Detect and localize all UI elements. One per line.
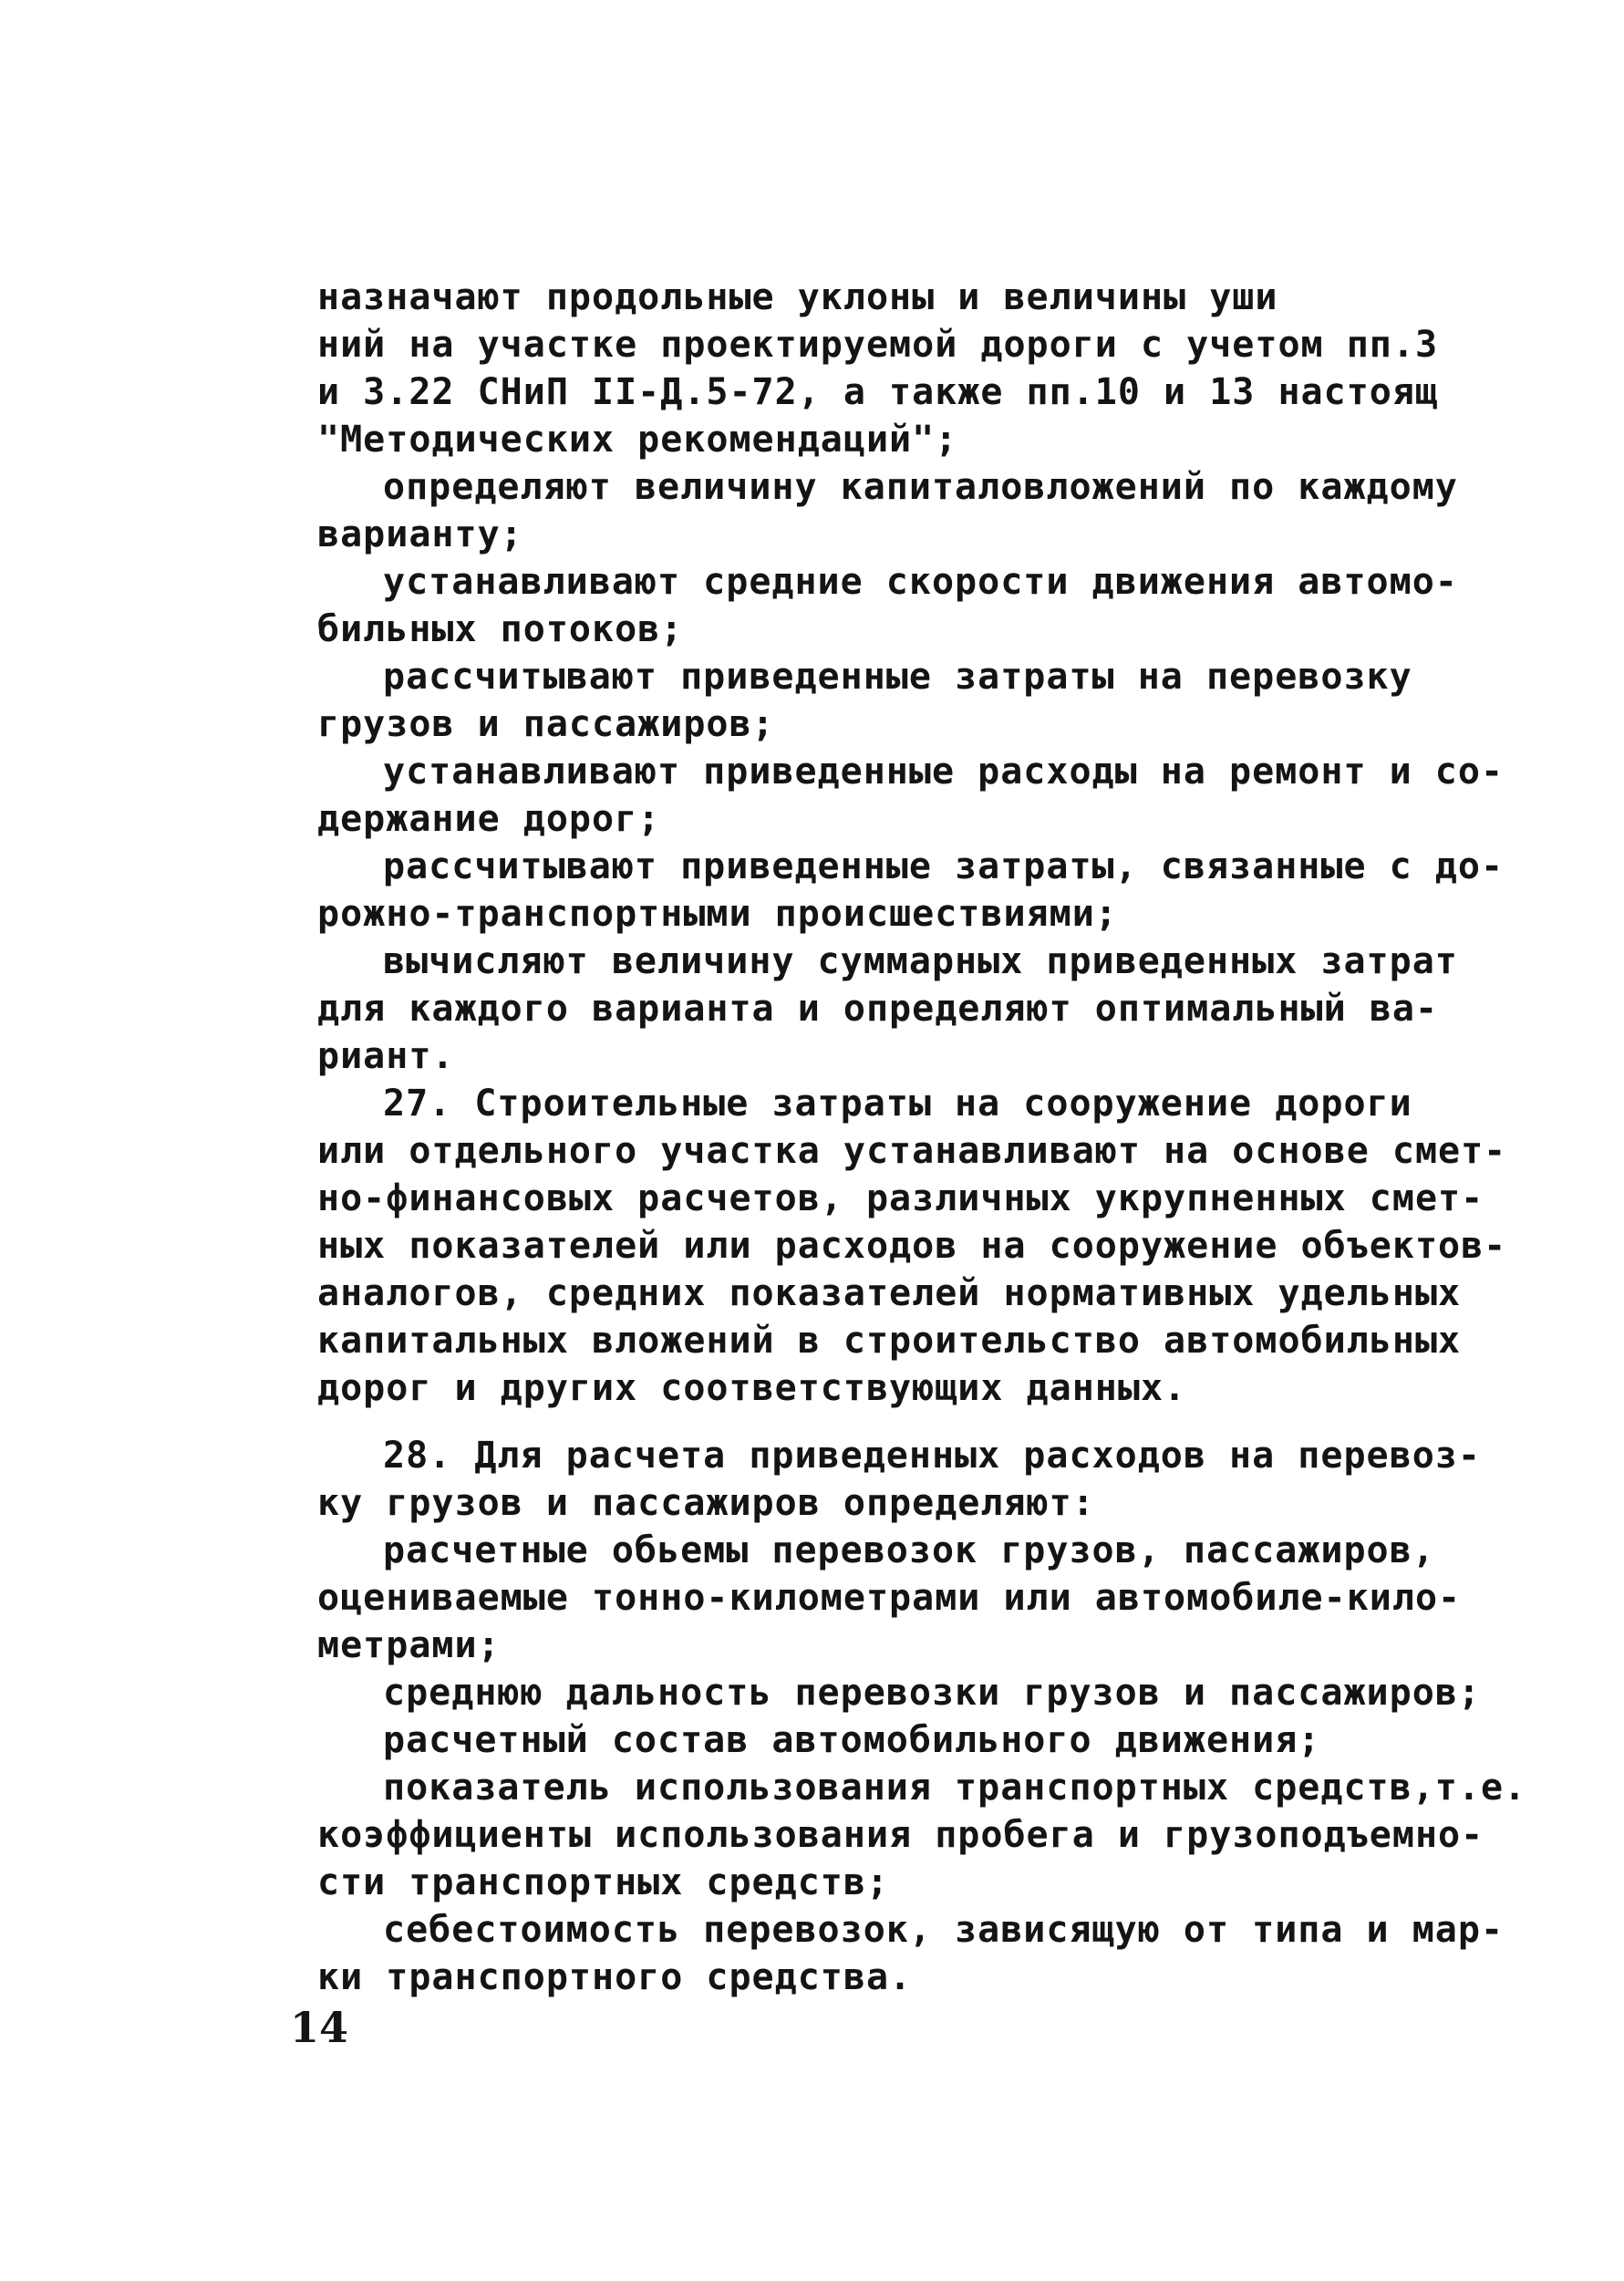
text-line: 28. Для расчета приведенных расходов на перевоз- [383,1435,1481,1477]
text-line: ку грузов и пассажиров определяют: [317,1482,1095,1524]
text-line: устанавливают средние скорости движения автомо- [383,561,1458,603]
text-line: рожно-транспортными происшествиями; [317,893,1118,935]
text-line: риант. [317,1035,455,1077]
text-line: ных показателей или расходов на сооружение объектов- [317,1225,1507,1267]
page-number: 14 [290,2003,349,2052]
text-line: или отдельного участка устанавливают на основе смет- [317,1130,1507,1172]
text-line: себестоимость перевозок, зависящую от типа и мар- [383,1909,1505,1951]
text-line: показатель использования транспортных средств,т.е. [383,1767,1527,1809]
text-line: и 3.22 СНиП II-Д.5-72, а также пп.10 и 13 настоящ [317,371,1439,413]
text-line: ний на участке проектируемой дороги с учетом пп.3 [317,324,1439,366]
text-line: метрами; [317,1624,501,1666]
text-line: бильных потоков; [317,608,684,650]
text-line: но-финансовых расчетов, различных укрупненных смет- [317,1177,1484,1219]
text-line: сти транспортных средств; [317,1861,890,1903]
text-line: рассчитывают приведенные затраты, связанные с до- [383,845,1505,887]
text-line: грузов и пассажиров; [317,703,775,745]
text-line: рассчитывают приведенные затраты на перевозку [383,656,1412,698]
text-line: для каждого варианта и определяют оптимальный ва- [317,988,1439,1030]
text-line: аналогов, средних показателей нормативных удельных [317,1272,1462,1314]
text-line: расчетные обьемы перевозок грузов, пассажиров, [383,1529,1435,1571]
text-line: коэффициенты использования пробега и грузоподъемно- [317,1814,1484,1856]
text-line: определяют величину капиталовложений по каждому [383,466,1458,508]
text-line: вычисляют величину суммарных приведенных затрат [383,940,1458,982]
text-line: держание дорог; [317,798,661,840]
text-line: "Методических рекомендаций"; [317,419,958,461]
text-line: дорог и других соответствующих данных. [317,1367,1187,1409]
text-line: варианту; [317,513,523,555]
text-line: расчетный состав автомобильного движения; [383,1719,1321,1761]
text-line: устанавливают приведенные расходы на ремонт и со- [383,751,1505,793]
text-line: капитальных вложений в строительство автомобильных [317,1320,1462,1362]
text-line: 27. Строительные затраты на сооружение дороги [383,1083,1412,1125]
text-line: оцениваемые тонно-километрами или автомобиле-кило- [317,1577,1462,1619]
text-line: назначают продольные уклоны и величины уши [317,276,1278,318]
text-line: ки транспортного средства. [317,1956,913,1998]
text-line: среднюю дальность перевозки грузов и пассажиров; [383,1672,1481,1714]
